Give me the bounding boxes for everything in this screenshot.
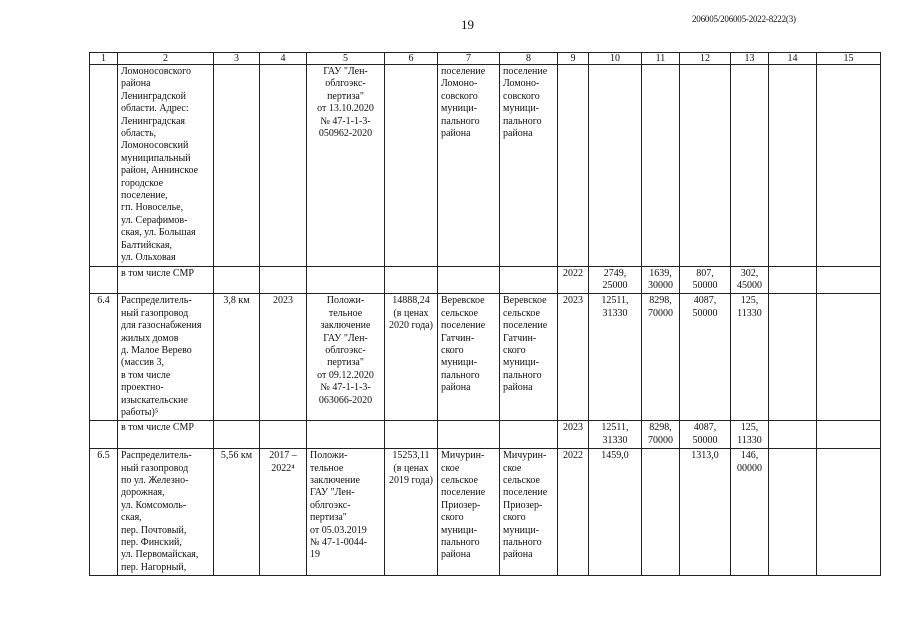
year-cell: 2022 [558,449,589,576]
expertise-cell: Положи- тельное заключение ГАУ "Лен- облгоэкс- пертиза" от 05.03.2019 № 47-1-0044- 19 [307,449,385,576]
column-header: 14 [769,53,817,65]
column-header: 7 [438,53,500,65]
column-header: 3 [214,53,260,65]
total-cell: 2749, 25000 [589,266,642,294]
customer-cell: поселение Ломоно- совского муници- пального района [438,65,500,267]
amount-cell: 807, 50000 [680,266,731,294]
total-cell: 12511, 31330 [589,294,642,421]
header-row [90,53,881,65]
amount-cell: 4087, 50000 [680,421,731,449]
program-table [89,52,881,576]
column-header: 2 [118,53,214,65]
column-header: 1 [90,53,118,65]
amount-cell: 4087, 50000 [680,294,731,421]
period-cell: 2017 – 2022⁴ [260,449,307,576]
table-row [90,294,881,421]
total-cell: 12511, 31330 [589,421,642,449]
column-header: 13 [731,53,769,65]
owner-cell: Мичурин- ское сельское поселение Приозер- ского муници- пального района [500,449,558,576]
amount-cell: 125, 11330 [731,421,769,449]
row-number: 6.5 [90,449,118,576]
period-cell: 2023 [260,294,307,421]
page-number: 19 [461,17,474,32]
length-cell: 5,56 км [214,449,260,576]
column-header: 12 [680,53,731,65]
row-number: 6.4 [90,294,118,421]
column-header: 5 [307,53,385,65]
column-header: 8 [500,53,558,65]
amount-cell: 1639, 30000 [642,266,680,294]
document-id: 206005/206005-2022-8222(3) [692,14,796,24]
column-header: 11 [642,53,680,65]
table-row [90,65,881,267]
table-row [90,449,881,576]
length-cell: 3,8 км [214,294,260,421]
amount-cell: 8298, 70000 [642,421,680,449]
smr-label: в том числе СМР [118,266,214,294]
object-name-cell: Ломоносовского района Ленинградской области. Адрес: Ленинградская область, Ломоносовский муниципальный район, Аннинское городское поселение, гп. Новоселье, ул. Серафимов- ская, ул. Большая Балтийская, ул. Ольховая [118,65,214,267]
object-name-cell: Распределитель- ный газопровод для газоснабжения жилых домов д. Малое Верево (массив 3, в том числе проектно- изыскательские работы)⁵ [118,294,214,421]
year-cell: 2023 [558,294,589,421]
amount-cell: 146, 00000 [731,449,769,576]
owner-cell: поселение Ломоно- совского муници- пального района [500,65,558,267]
cost-cell: 14888,24 (в ценах 2020 года) [385,294,438,421]
column-header: 15 [817,53,881,65]
cost-cell: 15253,11 (в ценах 2019 года) [385,449,438,576]
table-row-smr [90,266,881,294]
table-row-smr [90,421,881,449]
amount-cell: 125, 11330 [731,294,769,421]
amount-cell: 302, 45000 [731,266,769,294]
amount-cell [642,449,680,576]
column-header: 10 [589,53,642,65]
year-cell: 2022 [558,266,589,294]
object-name-cell: Распределитель- ный газопровод по ул. Железно- дорожная, ул. Комсомоль- ская, пер. Почтовый, пер. Финский, ул. Первомайская, пер. Нагорный, [118,449,214,576]
expertise-cell: ГАУ "Лен- облгоэкс- пертиза" от 13.10.2020 № 47-1-1-3- 050962-2020 [307,65,385,267]
owner-cell: Веревское сельское поселение Гатчин- ского муници- пального района [500,294,558,421]
customer-cell: Веревское сельское поселение Гатчин- ского муници- пального района [438,294,500,421]
expertise-cell: Положи- тельное заключение ГАУ "Лен- облгоэкс- пертиза" от 09.12.2020 № 47-1-1-3- 063066-2020 [307,294,385,421]
amount-cell: 8298, 70000 [642,294,680,421]
year-cell: 2023 [558,421,589,449]
smr-label: в том числе СМР [118,421,214,449]
customer-cell: Мичурин- ское сельское поселение Приозер- ского муници- пального района [438,449,500,576]
total-cell: 1459,0 [589,449,642,576]
column-header: 4 [260,53,307,65]
column-header: 9 [558,53,589,65]
amount-cell: 1313,0 [680,449,731,576]
column-header: 6 [385,53,438,65]
